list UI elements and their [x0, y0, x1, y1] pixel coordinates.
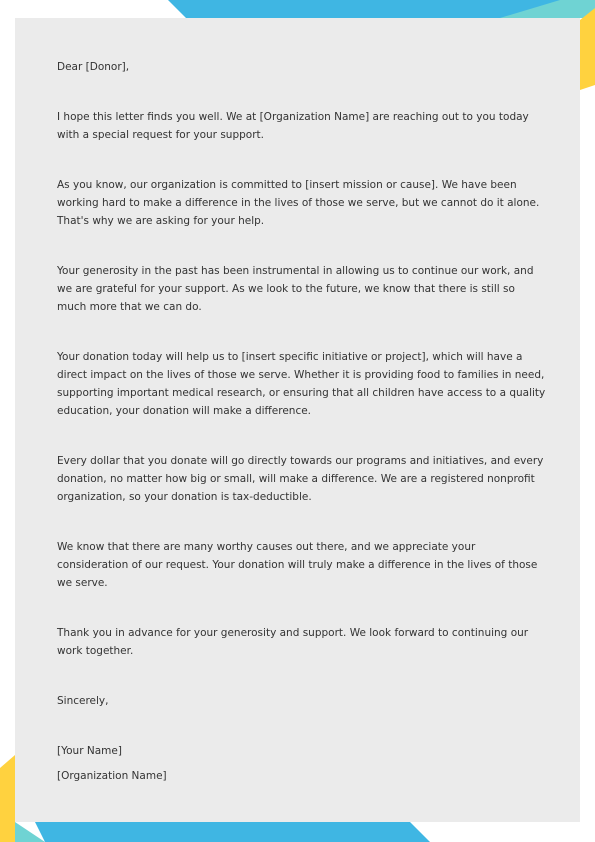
- paragraph-appreciation: We know that there are many worthy causes out there, and we appreciate your consideration of our request. Your donation will truly make a difference in the lives of those we serve.: [57, 541, 538, 589]
- paragraph-initiative: Your donation today will help us to [insert specific initiative or project], which will have a direct impact on the lives of those we serve. Whether it is providing food to families in need, supporting important medical research, or ensuring that all children have access to a quality education, your donation will make a difference.: [57, 351, 546, 417]
- closing: Sincerely,: [57, 695, 109, 707]
- salutation: Dear [Donor],: [57, 61, 130, 73]
- signature-name: [Your Name]: [57, 745, 122, 757]
- paragraph-gratitude: Your generosity in the past has been instrumental in allowing us to continue our work, and we are grateful for your support. As we look to the future, we know that there is still so much more that we can do.: [57, 265, 534, 313]
- bottom-blue-band: [35, 822, 430, 842]
- letter-sheet: [15, 18, 580, 822]
- paragraph-mission: As you know, our organization is committed to [insert mission or cause]. We have been working hard to make a difference in the lives of those we serve, but we cannot do it alone. That's why we are asking for your help.: [57, 179, 540, 227]
- paragraph-thanks: Thank you in advance for your generosity and support. We look forward to continuing our work together.: [57, 627, 529, 657]
- paragraph-intro: I hope this letter finds you well. We at [Organization Name] are reaching out to you today with a special request for your support.: [57, 111, 529, 141]
- letter-body: [57, 58, 547, 792]
- signature-organization: [Organization Name]: [57, 770, 167, 782]
- top-yellow-band: [580, 8, 595, 90]
- paragraph-tax-deductible: Every dollar that you donate will go directly towards our programs and initiatives, and every donation, no matter how big or small, will make a difference. We are a registered nonprofit organization, so your donation is tax-deductible.: [57, 455, 544, 503]
- bottom-yellow-band: [0, 755, 15, 842]
